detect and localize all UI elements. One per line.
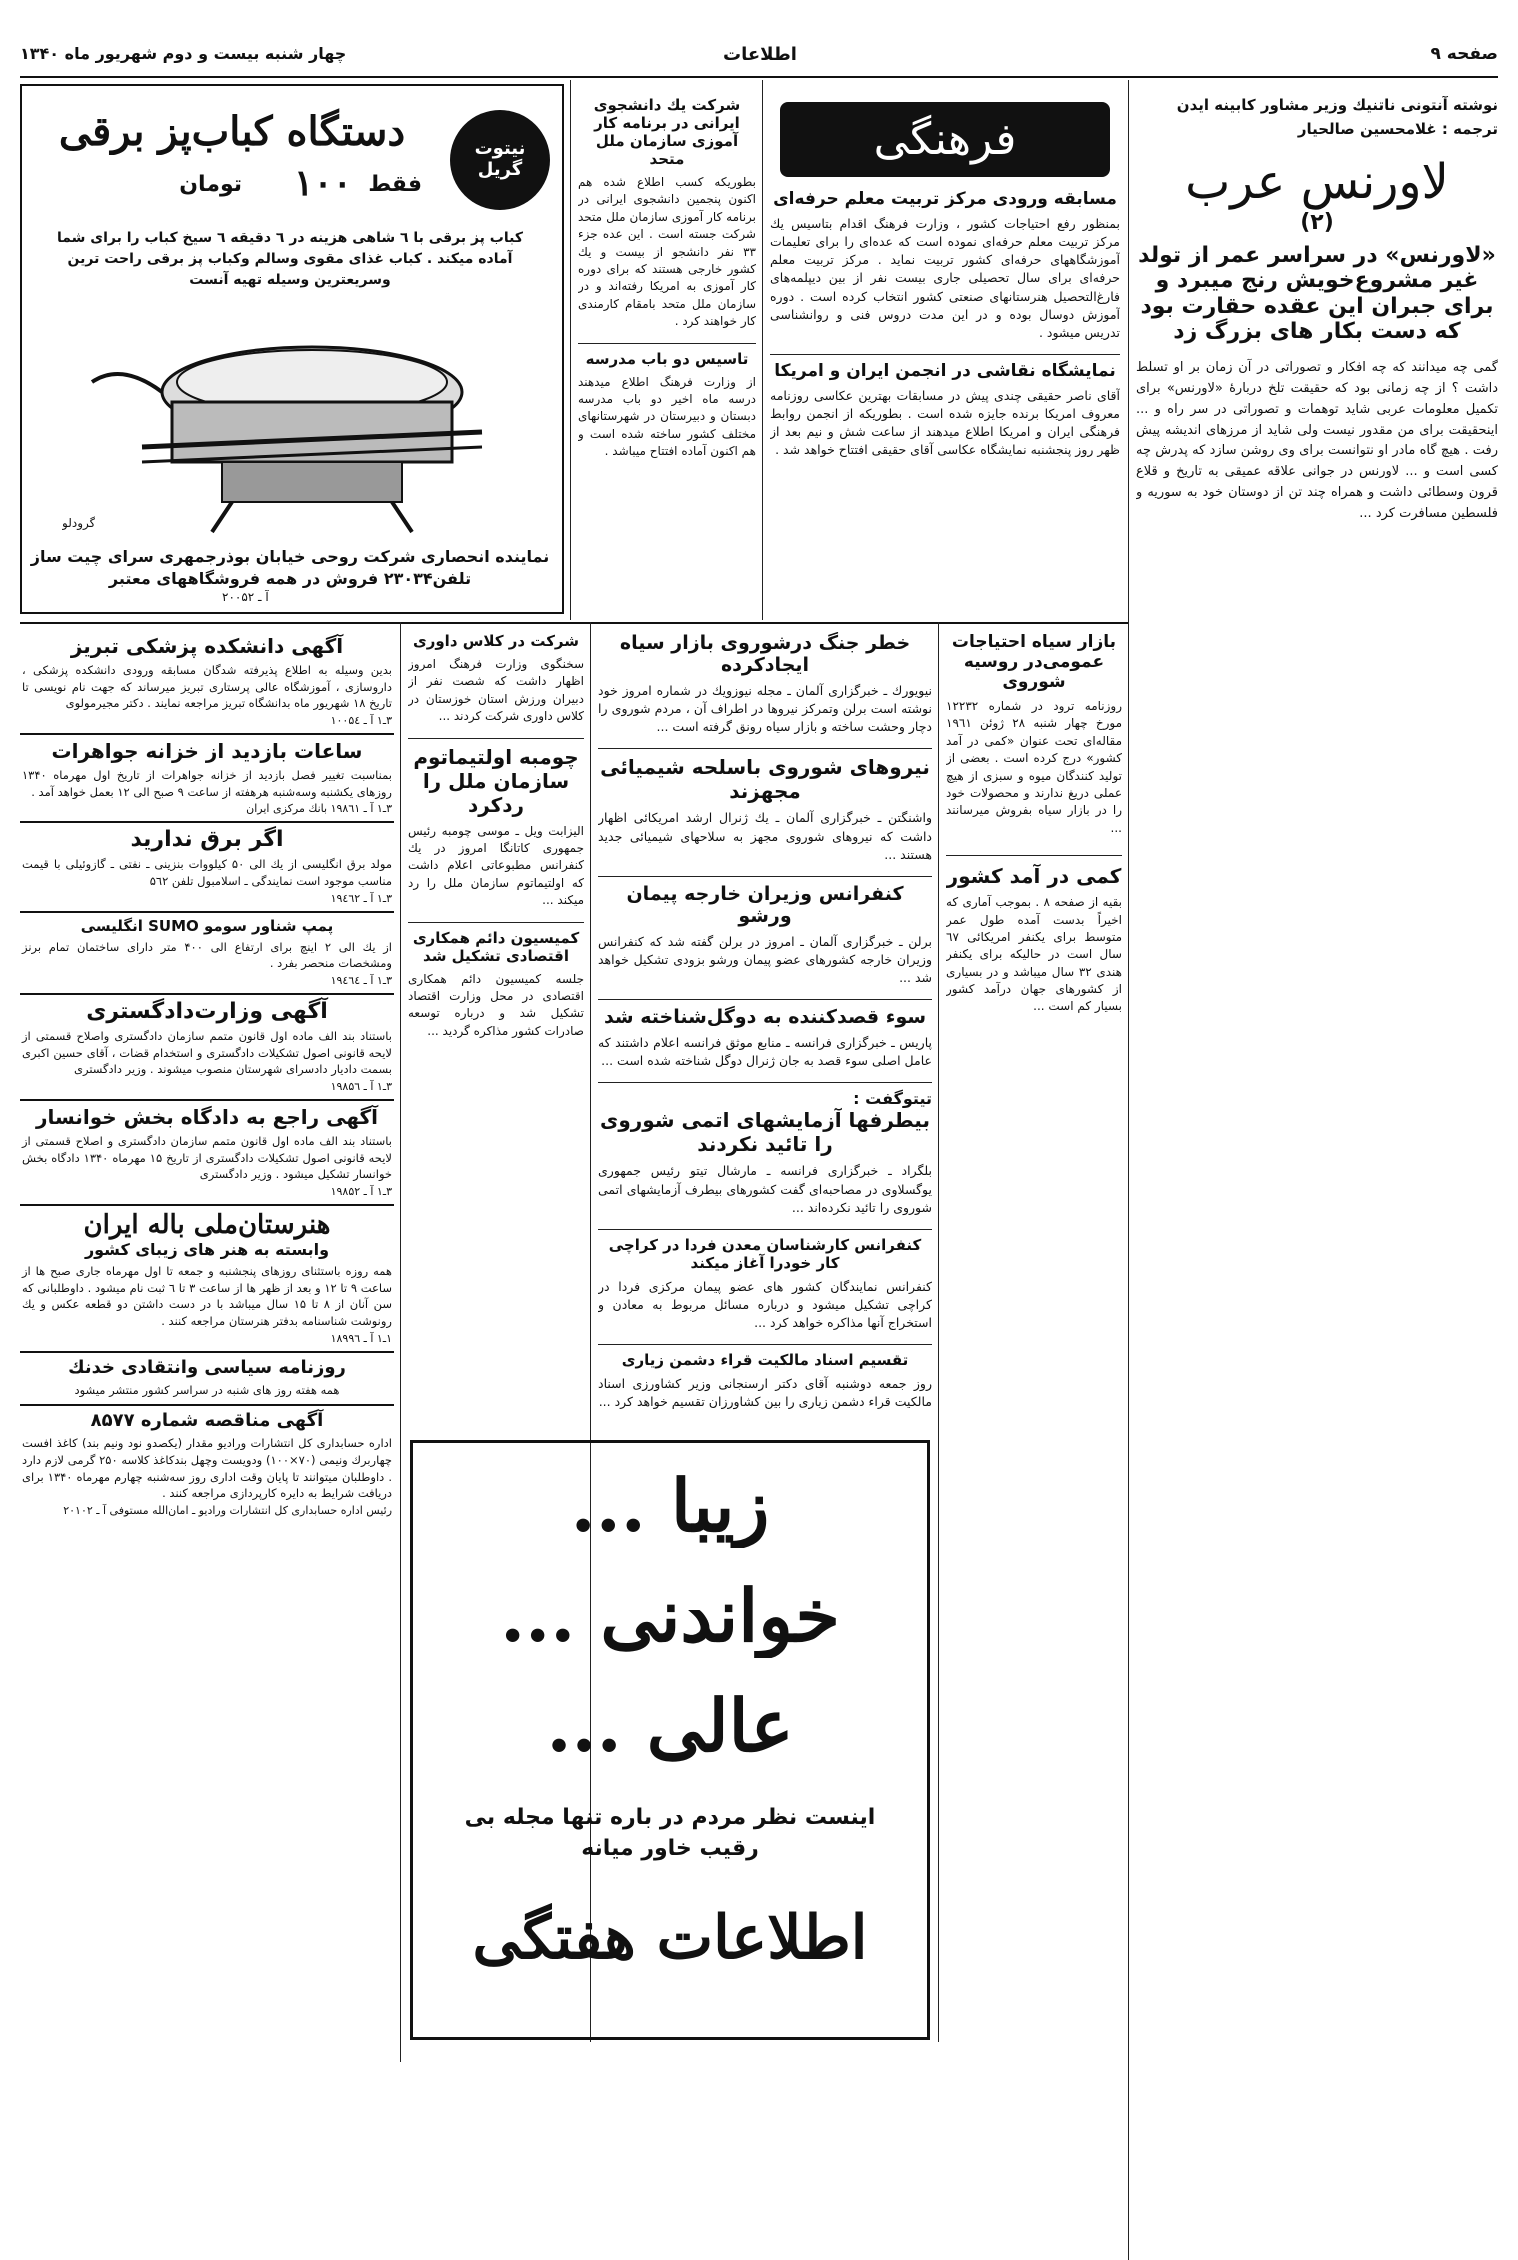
article-body: گمی چه میدانند که چه افکار و تصوراتی در آن زمان بر او تسلط داشت ؟ از چه زمانی بود که حقیقت تلخ دربارهٔ «لاورنس» برای تکمیل معلومات عربی شاید توهمات و تصوراتی در سر راه و ... اینحقیقت برای من مقدور نیست ولی شاید از مرزهای اندیشه پیش رفت . هیچ گاه مادر او نتوانست برای وی روشن سازد که پدرش چه کسی است و ... لاورنس در جوانی علاقه عمیقی به تاریخ و قلاع قرون وسطائی داشت و همراه چند تن از دوستان خود به سوریه و فلسطین مسافرت کرد ...	[1136, 360, 1498, 521]
classified-body: همه روزه باستثنای روزهای پنجشنبه و جمعه تا اول مهرماه جاری صبح ها از ساعت ۹ تا ۱۲ و بعد از ظهر ها از ساعت ۳ تا ٦ ثبت نام میشود . داوطلبانی که سن آنان از ۸ تا ۱۵ سال میباشد با در دست داشتن دو قطعه عکس و یك رونوشت شناسنامه بدفتر هنرستان مراجعه کنند .	[22, 1264, 393, 1329]
news-headline-5: بیطرفها آزمایشهای اتمی شوروی را تائید نکردند	[600, 1108, 930, 1157]
ad-line-4: اینست نظر مردم در باره تنها مجله بی رقیب خاور میانه	[464, 1805, 876, 1861]
schools-headline: تاسیس دو باب مدرسه	[578, 343, 756, 368]
farhangi-headline-2: نمایشگاه نقاشی در انجمن ایران و امریکا	[770, 354, 1120, 381]
news-body-5: بلگراد ـ خبرگزاری فرانسه ـ مارشال تیتو رئیس جمهوری یوگسلاوی در مصاحبه‌ای گفت کشورهای بیطرف آزمایشهای اتمی شوروی را تائید نکرده‌اند ...	[598, 1163, 932, 1215]
classified-code: ۳ـ۱ آ ـ ۱۹٤٦٤	[330, 974, 392, 988]
ad-kebab-grill	[20, 84, 564, 614]
classified-title: ساعات بازدید از خزانه جواهرات	[51, 739, 363, 764]
classified-title: آگهی راجع به دادگاه بخش خوانسار	[35, 1105, 379, 1130]
article-byline: نوشته آنتونی ناتنیك وزیر مشاور کابینه ایدن	[1176, 96, 1498, 114]
news-body-2: واشنگتن ـ خبرگزاری آلمان ـ یك ژنرال ارشد امریکائی اظهار داشت که نیروهای شوروی مجهز به سلاحهای شیمیائی جدید هستند ...	[598, 810, 932, 862]
classified-title: پمپ شناور سومو SUMO انگلیسی	[80, 916, 334, 935]
classified-code: ۱ـ۱ آ ـ ۱۸۹۹٦	[330, 1331, 392, 1345]
ad-signature: گرودلو	[62, 516, 96, 530]
misc-headline-3: کمیسیون دائم همکاری اقتصادی تشکیل شد	[408, 922, 584, 965]
classified-item	[20, 913, 394, 995]
schools-body: از وزارت فرهنگ اطلاع میدهند درسه ماه اخیر دو باب مدرسه دبستان و دبیرستان در شهرستانهای مختلف کشور ساخته شده است و هم اکنون آماده افتتاح میباشد .	[578, 374, 756, 459]
news-label: تیتوگفت :	[598, 1082, 932, 1108]
farhangi-headline-1: مسابقه ورودی مرکز تربیت معلم حرفه‌ای	[773, 189, 1117, 209]
classified-body: اداره حسابداری کل انتشارات ورادیو مقدار (یکصدو نود ونیم بند) کاغذ افست چهاربرك ونیمی (۷۰×۱۰۰) ودویست وچهل بندکاغذ کلاسه ۲۵۰ گرمی لازم دارد . داوطلبان میتوانند تا پایان وقت اداری روز سه‌شنبه چهارم مهرماه ۱۳۴۰ برای دریافت شرایط به دایره کارپردازی مراجعه کنند .	[22, 1436, 392, 1501]
classified-body: همه هفته روز های شنبه در سراسر کشور منتشر میشود	[74, 1382, 340, 1397]
section-farhangi	[770, 96, 1120, 616]
ad-line-2: خواندنی ...	[500, 1573, 840, 1658]
news-headline-1: خطر جنگ درشوروی بازار سیاه ایجادکرده	[619, 632, 911, 676]
column-rule	[400, 622, 401, 2062]
section-classifieds	[20, 630, 394, 2030]
classified-title: آگهی دانشکده پزشکی تبریز	[70, 634, 344, 658]
misc-headline-1: شرکت در کلاس داوری	[412, 632, 580, 650]
article-translator: ترجمه : غلامحسین صالحیار	[1297, 120, 1498, 138]
masthead-rule	[20, 76, 1498, 78]
section-rule	[20, 622, 1128, 624]
ad-line-3: عالی ...	[546, 1683, 794, 1768]
classified-code: ۳ـ۱ آ ـ ۱۹۸۵٦	[330, 1080, 392, 1094]
classified-item	[20, 823, 394, 912]
column-rule	[938, 622, 939, 2042]
ad-code: آ ـ ۲۰۰۵۲	[222, 590, 269, 604]
news-body-1: نیویورك ـ خبرگزاری آلمان ـ مجله نیوزویك در شماره امروز خود نوشته است برلن وتمرکز نیروها در اطراف آن ، مردم شوروی را دچار وحشت ساخته و بازار سیاه رونق گرفته است ...	[598, 683, 932, 735]
news-body-3: برلن ـ خبرگزاری آلمان ـ امروز در برلن گفته شد که کنفرانس وزیران خارجه کشورهای عضو پیمان ورشو بزودی تشکیل خواهد شد ...	[598, 933, 932, 985]
news-headline-4: سوء قصدکننده به دوگل‌شناخته شد	[598, 999, 932, 1028]
classified-subtitle: وابسته به هنر های زیبای کشور	[84, 1240, 330, 1260]
news-headline-3: کنفرانس وزیران خارجه پیمان ورشو	[598, 876, 932, 927]
classified-body: مولد برق انگلیسی از یك الی ۵۰ کیلووات بنزینی ـ نفتی ـ گازوئیلی با قیمت مناسب موجود است نمایندگی ـ اسلامبول تلفن ۵٦۲	[22, 857, 393, 889]
news-headline-6: کنفرانس کارشناسان معدن فردا در کراچی کار خودرا آغاز میکند	[598, 1229, 932, 1272]
classified-item	[20, 1406, 394, 1523]
classified-item	[20, 630, 394, 735]
ad-badge	[450, 110, 550, 210]
classified-title: آگهی مناقصه شماره ۸۵۷۷	[90, 1410, 324, 1432]
classified-body: بدین وسیله به اطلاع پذیرفته شدگان مسابقه ورودی دانشکده پزشکی ، داروسازی ، آموزشگاه عالی پرستاری تبریز میرساند که جهت نام نویسی تا تاریخ ۱۸ شهریور ماه بدانشگاه تبریز مراجعه نمایند . دکتر مجیرمولوی	[22, 663, 392, 711]
classified-body: از یك الی ۲ اینچ برای ارتفاع الی ۴۰۰ متر دارای ساختمان تمام برنز ومشخصات منحصر بفرد .	[22, 939, 392, 971]
student-headline: شرکت یك دانشجوی ایرانی در برنامه کار آموزی سازمان ملل متحد	[593, 96, 741, 168]
news-headline-7: تقسیم اسناد مالکیت قراء دشمن زیاری	[598, 1344, 932, 1369]
classified-code: ۳ـ۱ آ ـ ۱۹٤٦۲	[330, 891, 392, 905]
classified-title: آگهی وزارت‌دادگستری	[86, 999, 328, 1025]
ad-badge-text: نیتوت گریل	[474, 138, 526, 180]
ad-description: کباب پز برقی با ٦ شاهی هزینه در ٦ دقیقه ٦ سیخ کباب را برای شما آماده میکند . کباب غذای مقوی وسالم وکباب پز برقی راحت ترین وسریعترین وسیله تهیه آنست	[56, 230, 523, 288]
news-headline-2: نیروهای شوروی باسلحه شیمیائی مجهزند	[598, 748, 932, 803]
ad-price: ۱۰۰	[293, 162, 352, 204]
classified-item	[20, 1206, 394, 1353]
classified-item	[20, 995, 394, 1101]
classified-code: ۳ـ۱ آ ـ ۱۹۸٦۱ بانك مرکزی ایران	[246, 802, 392, 816]
ad-currency: تومان	[179, 172, 242, 197]
news-body-4: پاریس ـ خبرگزاری فرانسه ـ منابع موثق فرانسه اعلام داشتند که عامل اصلی سوء قصد به جان ژنرال دوگل شناخته شده است ...	[598, 1035, 932, 1069]
misc-headline-2: چومبه اولتیماتوم سازمان ملل را ردکرد	[408, 738, 584, 817]
classified-title: روزنامه سیاسی وانتقادی خدنك	[68, 1356, 346, 1378]
classified-code: ۳ـ۱ آ ـ ۱۰۰۵٤	[330, 714, 392, 728]
section-black-market	[946, 632, 1122, 2032]
farhangi-body-1: بمنظور رفع احتیاجات کشور ، وزارت فرهنگ اقدام بتاسیس یك مرکز تربیت معلم حرفه‌ای نموده است که عده‌ای را برای تعلیمات آموزشگاههای حرفه‌ای کشور تربیت نماید . مرکز تربیت معلم حرفه‌ای برای سال تحصیلی جاری بیست نفر از بین دیپلمه‌های فارغ‌التحصیل هنرستانهای صنعتی کشور انتخاب کرده است . دوره آموزش دوسال بوده و در این مدت دروس فنی و روانشناسی تدریس میشود .	[770, 216, 1120, 340]
classified-title: هنرستان‌ملی باله ایران	[83, 1210, 331, 1241]
income-headline: کمی در آمد کشور	[946, 855, 1122, 888]
classified-title: اگر برق ندارید	[130, 827, 284, 853]
ad-title: دستگاه کباب‌پز برقی	[58, 108, 406, 155]
news-body-7: روز جمعه دوشنبه آقای دکتر ارسنجانی وزیر کشاورزی اسناد مالکیت قراء دشمن زیاری را بین کشاورزان تقسیم خواهد کرد ...	[598, 1376, 932, 1410]
ad-line-5: اطلاعات هفتگی	[472, 1903, 868, 1973]
classified-item	[20, 1353, 394, 1407]
column-rule	[1128, 80, 1129, 2260]
masthead-date: چهار شنبه بیست و دوم شهریور ماه ۱۳۴۰	[20, 44, 347, 63]
ad-agent: نماینده انحصاری شرکت روحی خیابان بوذرجمهری سرای چیت ساز تلفن۲۳۰۳۴ فروش در همه فروشگاههای معتبر	[30, 547, 550, 588]
ad-ettelaat-weekly	[410, 1440, 930, 2040]
article-part: (۲)	[1300, 210, 1334, 235]
classified-body: باستناد بند الف ماده اول قانون متمم سازمان دادگستری واصلاح قسمتی از لایحه قانونی اصول تشکیلات دادگستری و استخدام قضات ، آقای حسین اکبری بسمت دادیار دادسرای شهرستان منصوب میشوند . وزیر دادگستری	[22, 1029, 392, 1077]
section-student	[578, 96, 756, 616]
black-market-headline: بازار سیاه احتیاجات عمومی‌در روسیه شوروی	[951, 632, 1117, 692]
ad-line-1: زیبا ...	[570, 1463, 770, 1548]
section-misc-news	[408, 632, 584, 1112]
classified-item	[20, 735, 394, 823]
classified-code: رئیس اداره حسابداری کل انتشارات ورادیو ـ امان‌الله مستوفی آ ـ ۲۰۱۰۲	[63, 1504, 392, 1518]
black-market-body: روزنامه ترود در شماره ۱۲۲۳۲ مورخ چهار شنبه ۲۸ ژوئن ۱۹٦۱ مقاله‌ای تحت عنوان «کمی در آمد کشور» درج کرده است . بعضی از تولید کنندگان میوه و سبزی از هیچ عملی دریغ ندارند و محصولات خود را در بازار سیاه بفروش میرسانند ...	[946, 699, 1122, 835]
misc-body-3: جلسه کمیسیون دائم همکاری اقتصادی در محل وزارت اقتصاد تشکیل شد و درباره توسعه صادرات کشور مذاکره گردید ...	[408, 971, 584, 1038]
article-lawrence	[1136, 96, 1498, 2006]
student-body: بطوریکه کسب اطلاع شده هم اکنون پنجمین دانشجوی ایرانی در برنامه کار آموزی سازمان ملل متحد شرکت جسته است . این عده جزء ۳۳ نفر دانشجو از بیست و یك کشور خارجی هستند که برای دوره کار آموزی به امریکا رفته‌اند و در سازمان ملل متحد بامقام کارمندی کار خواهند کرد .	[578, 175, 756, 329]
grill-illustration	[82, 322, 502, 542]
misc-body-2: الیزابت ویل ـ موسی چومبه رئیس جمهوری کاتانگا امروز در یك کنفرانس مطبوعاتی اعلام داشت که اولتیماتوم سازمان ملل را رد میکند ...	[408, 823, 584, 908]
article-headline: «لاورنس» در سراسر عمر از تولد غیر مشروع‌خویش رنج میبرد و برای جبران این عقده حقارت بود که دست بکار های بزرگ زد	[1138, 243, 1496, 344]
article-title: لاورنس عرب	[1185, 154, 1449, 210]
news-body-6: کنفرانس نمایندگان کشور های عضو پیمان مرکزی فردا در کراچی تشکیل میشود و درباره مسائل مربوط به معادن و استخراج آنها مذاکره خواهد کرد ...	[598, 1278, 932, 1330]
masthead-page: صفحه ۹	[1430, 44, 1498, 64]
misc-body-1: سخنگوی وزارت فرهنگ امروز اظهار داشت که شصت نفر از دبیران ورزش استان خوزستان در کلاس داوری شرکت کردند ...	[408, 657, 584, 724]
ad-price-word: فقط	[368, 172, 422, 197]
classified-body: بمناسبت تغییر فصل بازدید از خزانه جواهرات از تاریخ اول مهرماه ۱۳۴۰ روزهای یکشنبه وسه‌شنبه هرهفته از ساعت ۹ صبح الی ۱۲ بعمل خواهد آمد .	[22, 768, 392, 799]
masthead-paper: اطلاعات	[723, 44, 797, 65]
column-rule	[762, 80, 763, 620]
classified-code: ۳ـ۱ آ ـ ۱۹۸۵۲	[330, 1185, 392, 1199]
classified-body: باستناد بند الف ماده اول قانون متمم سازمان دادگستری و اصلاح قسمتی از لایحه قانونی اصول تشکیلات دادگستری از تاریخ ۱۵ مهرماه ۱۳۴۰ دادگاه بخش خوانسار تشکیل میشود . وزیر دادگستری	[22, 1134, 392, 1182]
farhangi-logo: فرهنگی	[780, 102, 1110, 177]
classified-item	[20, 1101, 394, 1206]
column-rule	[570, 80, 571, 620]
income-body: بقیه از صفحه ۸ . بموجب آماری که اخیراً بدست آمده طول عمر متوسط برای یکنفر امریکائی ٦۷ سال است در حالیکه برای یکنفر هندی ۳۲ سال میباشد و در بسیاری از کشورهای جهان درآمد کشور بسیار کم است ...	[946, 895, 1122, 1014]
farhangi-body-2: آقای ناصر حقیقی چندی پیش در مسابقات بهترین عکاسی روزنامه معروف امریکا برنده جایزه شده است . بطوریکه از انجمن روابط فرهنگی ایران و امریکا اطلاع میدهند از ساعت شش و نیم بعد از ظهر روز پنجشنبه نمایشگاه عکاسی آقای حقیقی افتتاح خواهد شد .	[770, 387, 1120, 458]
